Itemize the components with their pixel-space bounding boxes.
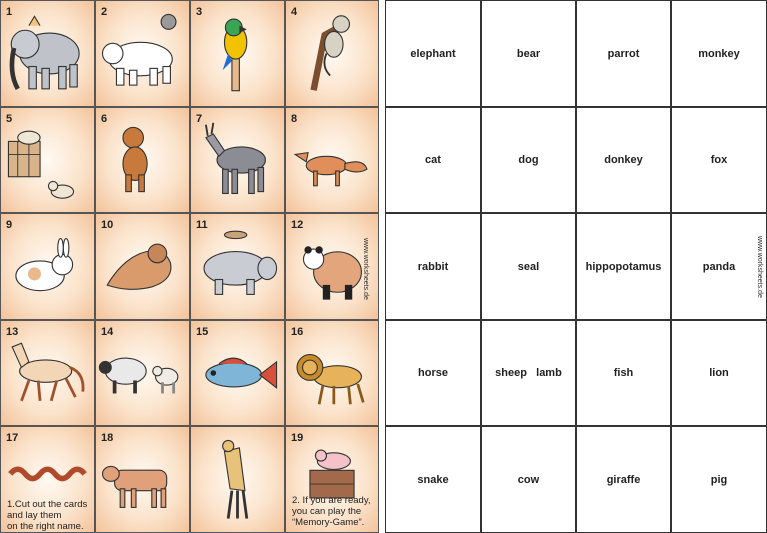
picture-card[interactable] <box>0 320 95 426</box>
word-card[interactable] <box>481 0 576 107</box>
word-label: dog <box>518 154 539 166</box>
card-number: 18 <box>101 432 114 444</box>
word-card[interactable] <box>385 426 481 533</box>
card-number: 7 <box>196 113 203 125</box>
word-card[interactable] <box>671 426 767 533</box>
card-number: 15 <box>196 326 209 338</box>
word-label: snake <box>417 473 449 486</box>
instruction-line: you can play the <box>292 506 362 517</box>
picture-card[interactable] <box>190 426 285 533</box>
word-label: seal <box>517 260 540 273</box>
picture-card[interactable] <box>0 426 95 533</box>
picture-card[interactable] <box>0 107 95 213</box>
word-card[interactable] <box>671 107 767 213</box>
picture-card[interactable] <box>285 426 379 533</box>
card-number: 11 <box>196 219 208 231</box>
watermark-left: www.worksheets.de <box>362 238 369 300</box>
instruction-line: and lay them <box>7 510 62 521</box>
giraffe-icon <box>191 427 284 532</box>
instruction-line: 1.Cut out the cards <box>7 499 88 510</box>
instruction-line: on the right name. <box>7 521 84 532</box>
word-card[interactable] <box>671 320 767 426</box>
word-card[interactable] <box>385 0 481 107</box>
picture-card[interactable] <box>285 320 379 426</box>
card-number: 17 <box>6 432 19 444</box>
watermark-right: www.worksheets.de <box>756 236 763 298</box>
picture-card[interactable] <box>285 0 379 107</box>
word-label: parrot <box>607 47 640 60</box>
parrot-icon <box>191 1 284 106</box>
picture-card[interactable] <box>95 426 190 533</box>
picture-card[interactable] <box>95 320 190 426</box>
elephant-icon <box>1 1 94 106</box>
card-number: 13 <box>6 326 19 338</box>
monkey-icon <box>286 1 378 106</box>
word-label: fish <box>613 367 634 379</box>
word-label: sheep lamb <box>495 367 562 379</box>
word-label: fox <box>710 154 728 166</box>
picture-card[interactable] <box>95 213 190 320</box>
word-label: monkey <box>698 47 740 60</box>
picture-card[interactable] <box>95 107 190 213</box>
word-label: pig <box>710 473 728 486</box>
picture-card[interactable] <box>190 0 285 107</box>
word-card[interactable] <box>576 0 671 107</box>
picture-card[interactable] <box>190 320 285 426</box>
picture-card[interactable] <box>0 0 95 107</box>
picture-card[interactable] <box>95 0 190 107</box>
word-card[interactable] <box>481 213 576 320</box>
word-label: hippopotamus <box>585 260 662 273</box>
word-label: bear <box>516 47 541 60</box>
card-number: 14 <box>101 326 114 338</box>
rabbit-icon <box>1 214 94 319</box>
card-number: 12 <box>291 219 304 231</box>
word-card[interactable] <box>671 213 767 320</box>
word-label: rabbit <box>417 260 449 273</box>
word-label: elephant <box>410 47 456 60</box>
instruction-line: “Memory-Game”. <box>292 517 365 528</box>
cat-icon <box>1 108 94 212</box>
word-card[interactable] <box>385 213 481 320</box>
bear-icon <box>96 1 189 106</box>
word-card[interactable] <box>671 0 767 107</box>
picture-card-grid <box>0 0 379 533</box>
card-number: 1 <box>6 6 13 18</box>
word-label: donkey <box>604 154 643 166</box>
word-label: cat <box>425 154 441 166</box>
word-label: horse <box>418 367 448 379</box>
card-number: 3 <box>196 6 203 18</box>
card-number: 2 <box>101 6 108 18</box>
picture-card[interactable] <box>285 107 379 213</box>
picture-card[interactable] <box>190 107 285 213</box>
card-number: 16 <box>291 326 304 338</box>
word-card[interactable] <box>385 320 481 426</box>
card-number: 4 <box>291 6 298 18</box>
word-card[interactable] <box>481 320 576 426</box>
instruction-line: 2. If you are ready, <box>292 495 371 506</box>
dog-icon <box>96 108 189 212</box>
card-number: 10 <box>101 219 114 231</box>
word-label: panda <box>702 260 736 273</box>
word-card[interactable] <box>481 426 576 533</box>
word-card[interactable] <box>385 107 481 213</box>
word-card[interactable] <box>576 426 671 533</box>
word-card[interactable] <box>481 107 576 213</box>
word-card[interactable] <box>576 107 671 213</box>
word-card-grid <box>385 0 767 533</box>
picture-card[interactable] <box>190 213 285 320</box>
donkey-icon <box>191 108 284 212</box>
word-label: giraffe <box>606 473 641 486</box>
word-label: cow <box>517 473 540 486</box>
instruction-1 <box>7 499 87 532</box>
word-label: lion <box>709 367 729 379</box>
instruction-2 <box>292 495 371 528</box>
word-card[interactable] <box>576 320 671 426</box>
card-number: 6 <box>101 113 108 125</box>
fox-icon <box>286 108 378 212</box>
card-number: 5 <box>6 113 13 125</box>
card-number: 8 <box>291 113 298 125</box>
card-number: 19 <box>291 432 304 444</box>
card-number: 9 <box>6 219 13 231</box>
picture-card[interactable] <box>0 213 95 320</box>
word-card[interactable] <box>576 213 671 320</box>
